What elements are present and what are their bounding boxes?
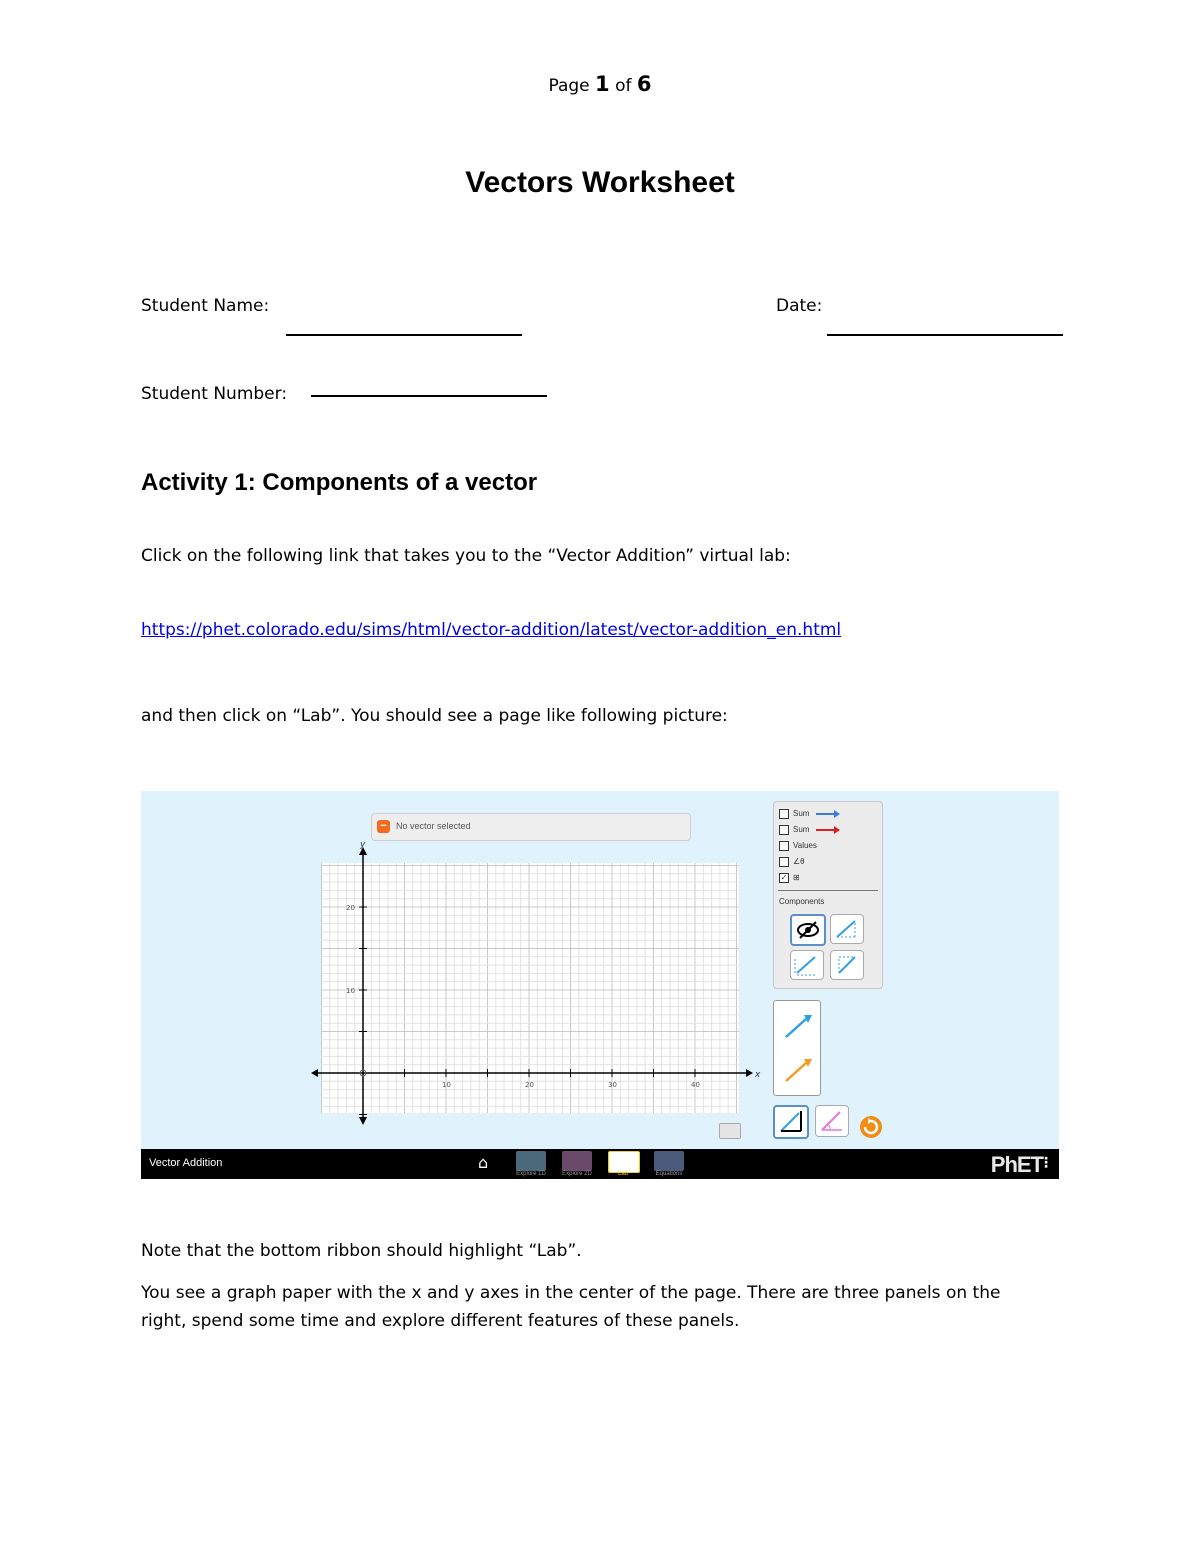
home-icon[interactable]: ⌂: [478, 1153, 489, 1172]
tab-explore-2d-label: Explore 2D: [562, 1171, 592, 1177]
graph-paper: [321, 863, 739, 1113]
page-total: 6: [636, 72, 652, 96]
cartesian-mode-button[interactable]: [773, 1105, 809, 1139]
checkbox-box-checked[interactable]: ✓: [780, 872, 788, 882]
checkbox-box[interactable]: [779, 857, 789, 867]
page-header: [0, 72, 1200, 96]
student-name-field[interactable]: [286, 334, 522, 336]
sum-blue-arrow-icon: [816, 810, 840, 818]
selection-panel[interactable]: [371, 813, 691, 841]
checkbox-box[interactable]: [779, 841, 789, 851]
reset-all-button[interactable]: [859, 1115, 883, 1139]
vector-creator-panel: [773, 1000, 821, 1096]
x-axis-arrow-left: [311, 1069, 318, 1077]
note-text: Note that the bottom ribbon should highlight “Lab”.: [141, 1241, 582, 1261]
sim-screenshot: [141, 791, 1059, 1179]
component-parallelogram-icon: [791, 951, 823, 979]
y-axis-arrow-bottom: [359, 1117, 367, 1125]
date-label: Date:: [776, 296, 823, 316]
x-tick-label: 10: [442, 1081, 451, 1089]
x-axis-arrow-right: [746, 1069, 753, 1077]
checkbox-box[interactable]: [779, 825, 789, 835]
orange-vector-icon[interactable]: [786, 1059, 812, 1081]
controls-panel: [773, 801, 883, 989]
angle-icon: ∠θ: [793, 857, 805, 866]
activity-intro: Click on the following link that takes you to the “Vector Addition” virtual lab:: [141, 546, 791, 566]
description-text: You see a graph paper with the x and y axes in the center of the page. There are three panels on the right, spend some time and explore different features of these panels.: [141, 1283, 1001, 1331]
eye-slash-icon: [792, 916, 824, 944]
y-tick-label: 20: [346, 904, 355, 912]
date-field[interactable]: [827, 334, 1063, 336]
polar-mode-button[interactable]: [815, 1105, 849, 1137]
component-triangle-icon: [831, 915, 863, 943]
selection-text: No vector selected: [396, 821, 471, 831]
x-axis-label: x: [755, 1070, 761, 1080]
tab-lab-label: Lab: [617, 1171, 628, 1177]
y-axis-label: y: [360, 840, 366, 850]
student-number-field[interactable]: [311, 395, 547, 397]
grid-icon: ⊞: [793, 873, 800, 882]
tab-lab[interactable]: [608, 1151, 640, 1173]
sum-red-arrow-icon: [816, 826, 840, 834]
student-number-label: Student Number:: [141, 384, 288, 404]
x-tick-label: 30: [608, 1081, 617, 1089]
component-axis-icon: [831, 951, 863, 979]
page-current: 1: [595, 72, 610, 96]
tab-equations-label: Equations: [655, 1171, 683, 1177]
tab-explore-1d-label: Explore 1D: [516, 1171, 546, 1177]
values-checkbox[interactable]: Values: [779, 840, 817, 852]
graph-area[interactable]: [141, 791, 1059, 1149]
x-tick-label: 20: [525, 1081, 534, 1089]
navigation-bar: [141, 1149, 1059, 1179]
x-tick-label: 40: [691, 1081, 700, 1089]
components-hidden-button[interactable]: [790, 914, 826, 946]
components-style-triangle-button[interactable]: [830, 914, 864, 944]
student-name-label: Student Name:: [141, 296, 270, 316]
grid-checkbox[interactable]: [779, 872, 800, 884]
menu-icon[interactable]: ⋮: [1039, 1155, 1053, 1171]
sum-red-checkbox[interactable]: Sum: [779, 824, 840, 836]
blue-vector-icon[interactable]: [786, 1015, 812, 1037]
grid-lines: [321, 863, 739, 1113]
collapse-icon[interactable]: −: [377, 820, 390, 833]
tab-equations[interactable]: [654, 1151, 684, 1171]
sum-blue-checkbox[interactable]: Sum: [779, 808, 840, 820]
phet-logo[interactable]: PhET: [990, 1152, 1043, 1177]
components-style-axis-button[interactable]: [830, 950, 864, 980]
cartesian-icon: [775, 1107, 807, 1137]
angle-checkbox[interactable]: [779, 856, 805, 868]
tab-explore-2d[interactable]: [562, 1151, 592, 1171]
polar-icon: [816, 1106, 848, 1136]
of-word: of: [615, 76, 632, 96]
components-label: Components: [779, 897, 825, 906]
checkbox-box[interactable]: [779, 809, 789, 819]
divider: [778, 890, 878, 891]
y-tick-label: 10: [346, 987, 355, 995]
tab-explore-1d[interactable]: [516, 1151, 546, 1171]
activity-heading: Activity 1: Components of a vector: [141, 469, 538, 496]
document-title: Vectors Worksheet: [465, 166, 735, 199]
eraser-button[interactable]: [719, 1123, 741, 1139]
app-title: Vector Addition: [149, 1157, 223, 1169]
vector-addition-link[interactable]: https://phet.colorado.edu/sims/html/vector-addition/latest/vector-addition_en.html: [141, 620, 842, 640]
vector-icons: [774, 1001, 820, 1095]
page-word: Page: [548, 76, 590, 96]
components-style-parallelogram-button[interactable]: [790, 950, 824, 980]
activity-instruction: and then click on “Lab”. You should see a page like following picture:: [141, 706, 728, 726]
